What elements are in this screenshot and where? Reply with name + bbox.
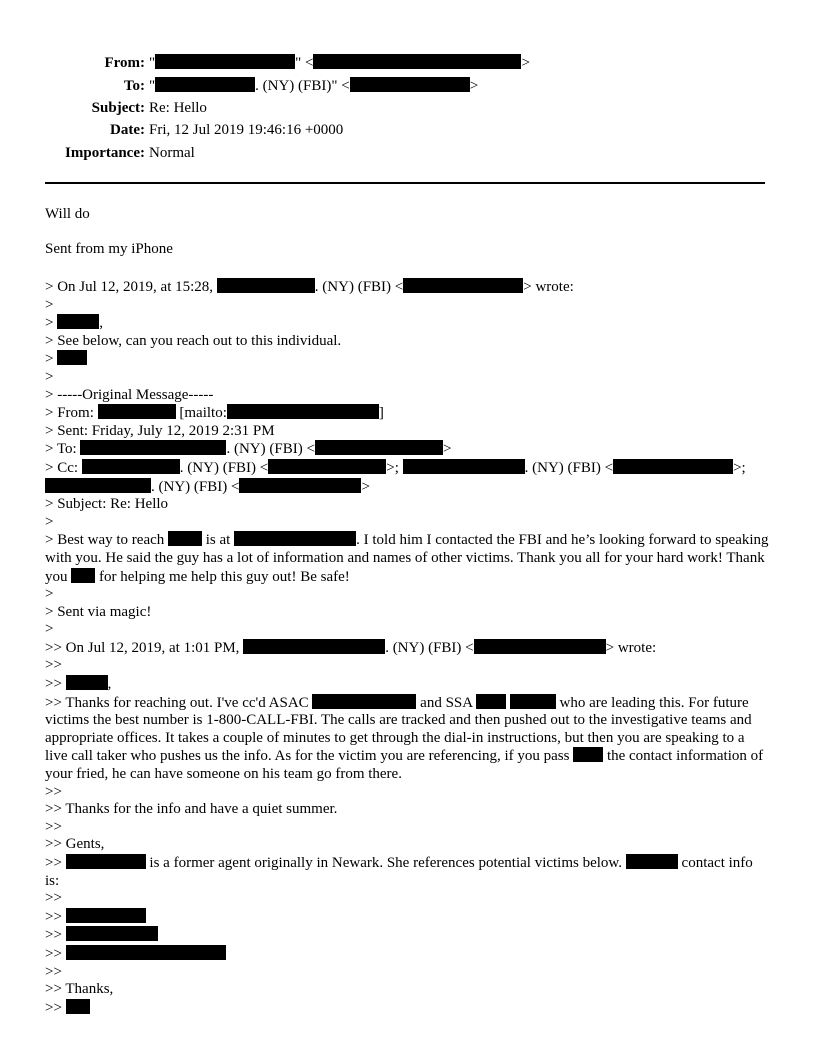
redaction [45, 478, 151, 493]
to-suffix: . (NY) (FBI)" [255, 78, 338, 94]
redaction [66, 675, 108, 690]
redaction [403, 278, 523, 293]
redaction [227, 404, 379, 419]
redaction [315, 440, 443, 455]
redaction [66, 854, 146, 869]
importance-value: Normal [149, 145, 195, 161]
date-row [0, 121, 343, 139]
redaction [234, 531, 356, 546]
subject-value: Re: Hello [149, 100, 207, 116]
from-row: From: " " < > [0, 54, 530, 72]
date-value: Fri, 12 Jul 2019 19:46:16 +0000 [149, 122, 344, 138]
subject-label: Subject: [91, 100, 145, 116]
redaction [66, 999, 90, 1014]
reply-line: Will do [45, 206, 90, 222]
from-label: From: [104, 55, 145, 71]
redaction [573, 747, 603, 762]
quoted-paragraph: > Best way to reach is at . I told him I contacted the FBI and he’s looking forward to speaking with you. He said the guy has a lot of information and names of other victims. Thank you all for your hard work! Thank you for helping me help this guy out! Be safe! [45, 532, 769, 585]
redaction [66, 926, 158, 941]
redaction [168, 531, 202, 546]
date-label: Date: [110, 122, 145, 138]
email-body [45, 206, 770, 276]
redaction [350, 77, 470, 92]
redaction [57, 314, 99, 329]
to-row: To: " . (NY) (FBI)" < > [0, 77, 478, 95]
subject-row [0, 99, 207, 117]
redaction [268, 459, 386, 474]
redaction [474, 639, 606, 654]
redaction [71, 568, 95, 583]
redaction [476, 694, 506, 709]
importance-label: Importance: [65, 145, 145, 161]
redaction [239, 478, 361, 493]
redaction [312, 694, 416, 709]
redaction [613, 459, 733, 474]
redaction [155, 54, 295, 69]
redaction [98, 404, 176, 419]
redaction [80, 440, 226, 455]
importance-row [0, 144, 195, 162]
quoted-paragraph: >> Thanks for reaching out. I've cc'd ASAC and SSA who are leading this. For future victims the best number is 1-800-CALL-FBI. The calls are tracked and then pushed out to the investigative teams and appropriate offices. It takes a couple of minutes to get through the dial-in instructions, but then you are speaking to a live call taker who pushes us the info. As for the victim you are referencing, if you pass the contact information of your fried, he can have someone on his team go from there. [45, 694, 764, 783]
redaction [403, 459, 525, 474]
redaction [313, 54, 521, 69]
to-label: To: [123, 78, 145, 94]
quoted-message: > On Jul 12, 2019, at 15:28, . (NY) (FBI) < > wrote: > > , > See below, can you reach out to this individual. > > > -----Original Message----- > From: [mailto: ] > Sent: Friday, July 12, 2019 2:31 PM > To: . (NY) (FBI) < > > Cc: . (NY) (FBI) < >; . (NY) (FBI) < >; . (NY) (FBI) < > > Subject: Re: Hello > > Best way to reach is at . I told him I contacted the FBI and he’s looking forward to speaking with you. He said the guy has a lot of information and names of other victims. Thank you all for your hard work! Thank you for helping me help this guy out! Be safe! > > Sent via magic! > >> On Jul 12, 2019, at 1:01 PM, . (NY) (FBI) < > wrote: >> >> , >> Thanks for reaching out. I've cc'd ASAC and SSA who are leading this. For future victims the best number is 1-800-CALL-FBI. The calls are tracked and then pushed out to the investigative teams and appropriate offices. It takes a couple of minutes to get through the dial-in instructions, but then you are speaking to a live call taker who pushes us the info. As for the victim you are referencing, if you pass the contact information of your fried, he can have someone on his team go from there. >> >> Thanks for the info and have a quiet summer. >> >> Gents, >> is a former agent originally in Newark. She references potential victims below. contact info is: >> >> >> >> >> >> Thanks, >> [45, 279, 769, 1016]
redaction [57, 350, 87, 365]
redaction [66, 908, 146, 923]
header-divider [45, 182, 765, 184]
redaction [626, 854, 678, 869]
signature-line: Sent from my iPhone [45, 241, 173, 258]
quote-header: > On Jul 12, 2019, at 15:28, . (NY) (FBI) < > wrote: [45, 279, 574, 295]
redaction [510, 694, 556, 709]
redaction [155, 77, 255, 92]
redaction [217, 278, 315, 293]
redaction [243, 639, 385, 654]
redaction [82, 459, 180, 474]
redaction [66, 945, 226, 960]
